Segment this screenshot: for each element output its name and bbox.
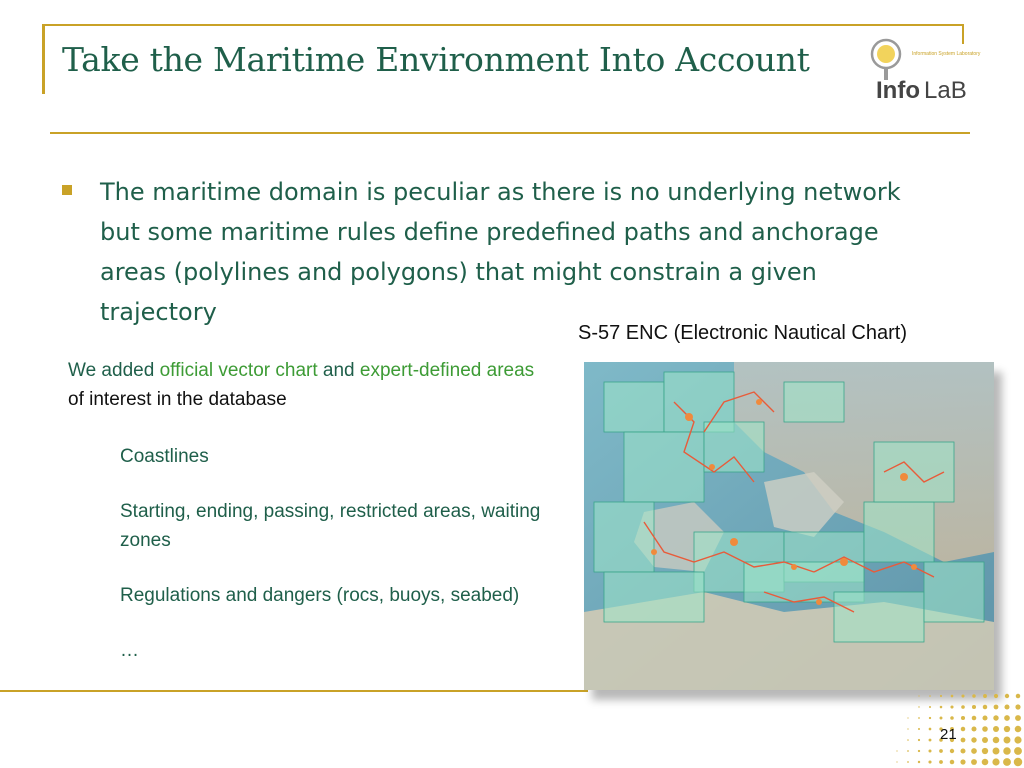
decorative-dot: [929, 728, 932, 731]
decorative-dot: [993, 748, 1000, 755]
decorative-dot: [1014, 747, 1022, 755]
decorative-dot: [961, 705, 965, 709]
square-bullet-icon: [62, 185, 72, 195]
decorative-dot: [1015, 704, 1020, 709]
decorative-dot: [971, 748, 977, 754]
decorative-dot: [961, 694, 964, 697]
decorative-dot: [907, 728, 908, 729]
decorative-dot: [1014, 736, 1021, 743]
decorative-dot: [972, 716, 977, 721]
decorative-dot: [1003, 747, 1010, 754]
decorative-dot: [918, 706, 919, 707]
decorative-dot: [1004, 715, 1010, 721]
intro-part1: We added: [68, 360, 160, 381]
intro-text: [68, 356, 548, 414]
decorative-dot: [961, 738, 966, 743]
decorative-dot: [1003, 758, 1011, 766]
decorative-dot: [896, 761, 897, 762]
sub-item: Starting, ending, passing, restricted areas, waiting zones: [120, 501, 541, 551]
logo-magnifier-fill: [877, 45, 895, 63]
decorative-dot: [983, 694, 987, 698]
decorative-dot: [971, 726, 976, 731]
decorative-dot: [971, 737, 976, 742]
decorative-dot: [918, 728, 920, 730]
logo-text-lab: LaB: [924, 77, 967, 104]
decorative-dot: [993, 726, 999, 732]
decorative-dot: [928, 749, 931, 752]
decorative-dot: [982, 748, 988, 754]
decorative-dot: [993, 737, 1000, 744]
enc-map-illustration: [584, 362, 994, 690]
decorative-dot: [918, 739, 920, 741]
decorative-dot: [961, 716, 965, 720]
decorative-dot: [907, 717, 908, 718]
intro-part3: of interest in the database: [68, 389, 287, 410]
decorative-dot: [950, 760, 954, 764]
decorative-dot: [994, 694, 998, 698]
decorative-dot: [982, 737, 988, 743]
infolab-logo: [862, 36, 981, 106]
decorative-dot: [940, 717, 943, 720]
decorative-dot: [982, 715, 987, 720]
decorative-dot: [928, 760, 931, 763]
intro-highlight-1: official vector chart: [159, 360, 318, 381]
main-bullet-text: The maritime domain is peculiar as there is no underlying network but some maritime rules define predefined paths and anchorage areas (polylines and polygons) that might constrain a given trajectory: [100, 178, 901, 326]
sub-item: Regulations and dangers (rocs, buoys, seabed): [120, 585, 520, 606]
decorative-dot: [1004, 704, 1009, 709]
enc-chart-image: [584, 362, 994, 690]
decorative-dot: [960, 748, 965, 753]
decorative-dot: [993, 715, 998, 720]
decorative-dot: [1014, 758, 1022, 766]
decorative-dot: [1015, 726, 1022, 733]
logo-text-info: Info: [876, 77, 920, 104]
decorative-dot: [982, 726, 988, 732]
decorative-dot: [1004, 737, 1011, 744]
decorative-dot: [918, 750, 920, 752]
decorative-dot: [907, 739, 909, 741]
decorative-dot: [929, 717, 931, 719]
decorative-dot: [982, 759, 989, 766]
decorative-dot: [940, 695, 942, 697]
sub-item: …: [120, 640, 139, 661]
page-number: 21: [940, 726, 957, 743]
chart-caption: S-57 ENC (Electronic Nautical Chart): [578, 322, 907, 344]
logo-tagline: Information System Laboratory: [912, 51, 981, 57]
decorative-dot: [929, 695, 931, 697]
decorative-dot: [994, 705, 999, 710]
main-bullet: [62, 172, 922, 332]
decorative-dot: [950, 749, 954, 753]
decorative-dot: [950, 705, 953, 708]
decorative-dot: [1005, 694, 1009, 698]
footer-divider: [0, 690, 588, 692]
decorative-dot: [918, 761, 920, 763]
decorative-dot: [1016, 694, 1020, 698]
intro-highlight-2: expert-defined areas: [359, 360, 535, 381]
decorative-dot: [896, 750, 897, 751]
accent-line-top: [42, 24, 964, 26]
sub-item: Coastlines: [120, 446, 209, 467]
accent-bar-left: [42, 24, 45, 94]
decorative-dot: [939, 760, 943, 764]
decorative-dot: [961, 727, 965, 731]
decorative-dot: [1015, 715, 1021, 721]
decorative-dot: [907, 750, 909, 752]
decorative-dot: [972, 694, 976, 698]
decorative-dot: [960, 759, 965, 764]
decorative-dot: [939, 749, 943, 753]
decorative-dot: [918, 695, 919, 696]
header-divider: [50, 132, 970, 134]
decorative-dot: [983, 705, 987, 709]
decorative-dot: [971, 759, 977, 765]
decorative-dot: [940, 706, 943, 709]
decorative-dot: [929, 706, 931, 708]
decorative-dot: [918, 717, 920, 719]
sub-item-list: [120, 442, 580, 691]
intro-part2: and: [317, 360, 360, 381]
decorative-dot: [1004, 726, 1010, 732]
decorative-dot: [907, 761, 909, 763]
decorative-dot: [951, 695, 954, 698]
slide-title: Take the Maritime Environment Into Account: [62, 40, 810, 79]
decorative-dot: [929, 739, 932, 742]
decorative-dot: [972, 705, 976, 709]
decorative-dot: [992, 758, 999, 765]
decorative-dot: [950, 716, 954, 720]
